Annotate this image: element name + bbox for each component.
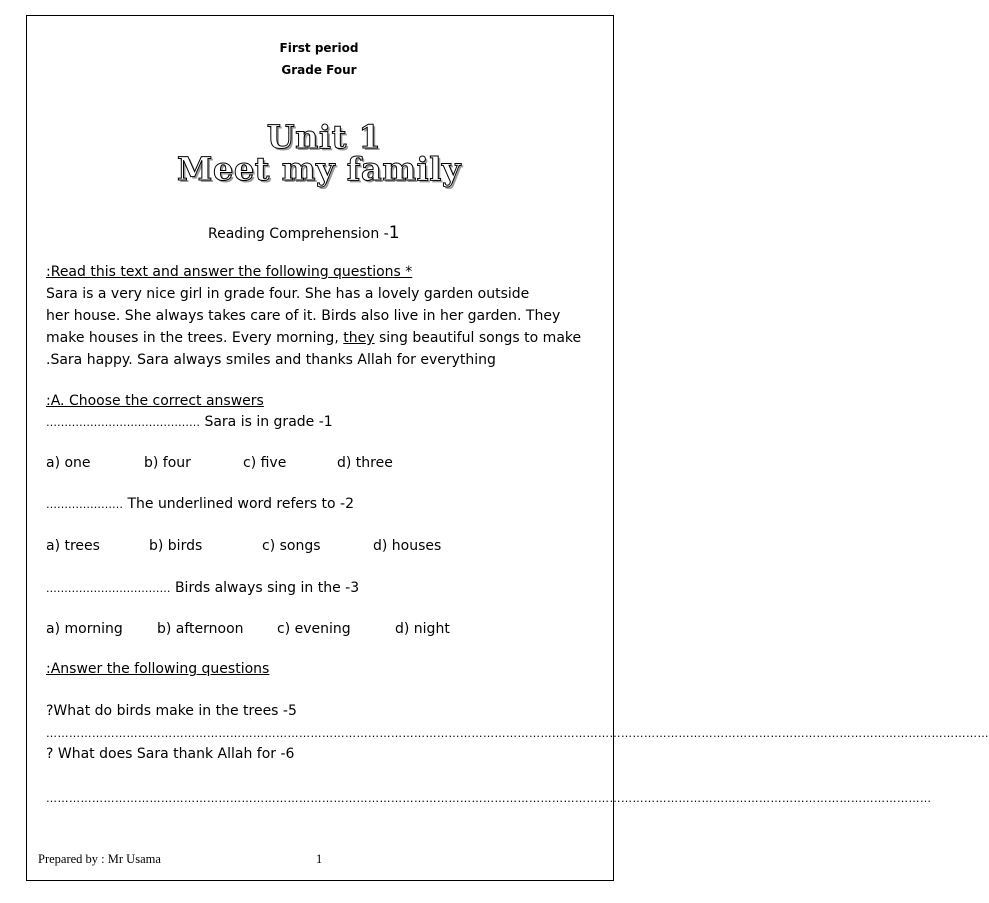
section-title-number: 1 [388, 223, 400, 243]
unit-title: Unit 1 [266, 118, 382, 156]
question-text: Sara is in grade -1 [200, 414, 333, 430]
answer-blank: .…………………………… [46, 582, 171, 595]
answer-blank: ………………… [46, 498, 123, 511]
option-c: c) five [243, 455, 287, 471]
section-title-text: Reading Comprehension - [208, 226, 389, 242]
option-b: b) afternoon [157, 621, 244, 637]
instructions: :Read this text and answer the following questions * [46, 264, 413, 280]
question-text: The underlined word refers to -2 [123, 496, 354, 512]
passage-line: her house. She always takes care of it. Birds also live in her garden. They [46, 308, 561, 324]
option-b: b) birds [149, 538, 203, 554]
answer-line: ………………………………………………………………………………………………………………………………………………………………………………………………………………………… [46, 727, 989, 740]
option-b: b) four [144, 455, 191, 471]
page-number: 1 [316, 852, 323, 866]
passage-line: Sara is a very nice girl in grade four. She has a lovely garden outside [46, 286, 530, 302]
passage-text: sing beautiful songs to make [374, 330, 582, 346]
question-6: ? What does Sara thank Allah for -6 [46, 746, 295, 762]
question-2 [46, 496, 354, 512]
passage-line [46, 330, 581, 346]
option-a: a) one [46, 455, 91, 471]
section-title [208, 223, 400, 243]
question-1 [46, 414, 333, 430]
part-b-heading: :Answer the following questions [46, 661, 270, 677]
option-d: d) three [337, 455, 393, 471]
prepared-by: Prepared by : Mr Usama [38, 852, 161, 866]
answer-line: …………………………………………………………………………………………………………………………………………………………………………………………………………… [46, 792, 932, 805]
option-c: c) songs [262, 538, 321, 554]
passage-line: .Sara happy. Sara always smiles and thanks Allah for everything [46, 352, 496, 368]
option-d: d) houses [373, 538, 442, 554]
header-period: First period [279, 41, 359, 55]
header-grade: Grade Four [281, 63, 357, 77]
unit-subtitle: Meet my family [177, 150, 461, 188]
option-c: c) evening [277, 621, 351, 637]
question-3 [46, 580, 359, 596]
part-a-heading: :A. Choose the correct answers [46, 393, 264, 409]
question-text: Birds always sing in the -3 [170, 580, 360, 596]
question-5: ?What do birds make in the trees -5 [46, 703, 297, 719]
option-a: a) trees [46, 538, 100, 554]
underlined-word: they [343, 330, 375, 346]
option-d: d) night [395, 621, 450, 637]
option-a: a) morning [46, 621, 123, 637]
passage-text: make houses in the trees. Every morning, [46, 330, 339, 346]
answer-blank: …………………………………… [46, 416, 200, 429]
